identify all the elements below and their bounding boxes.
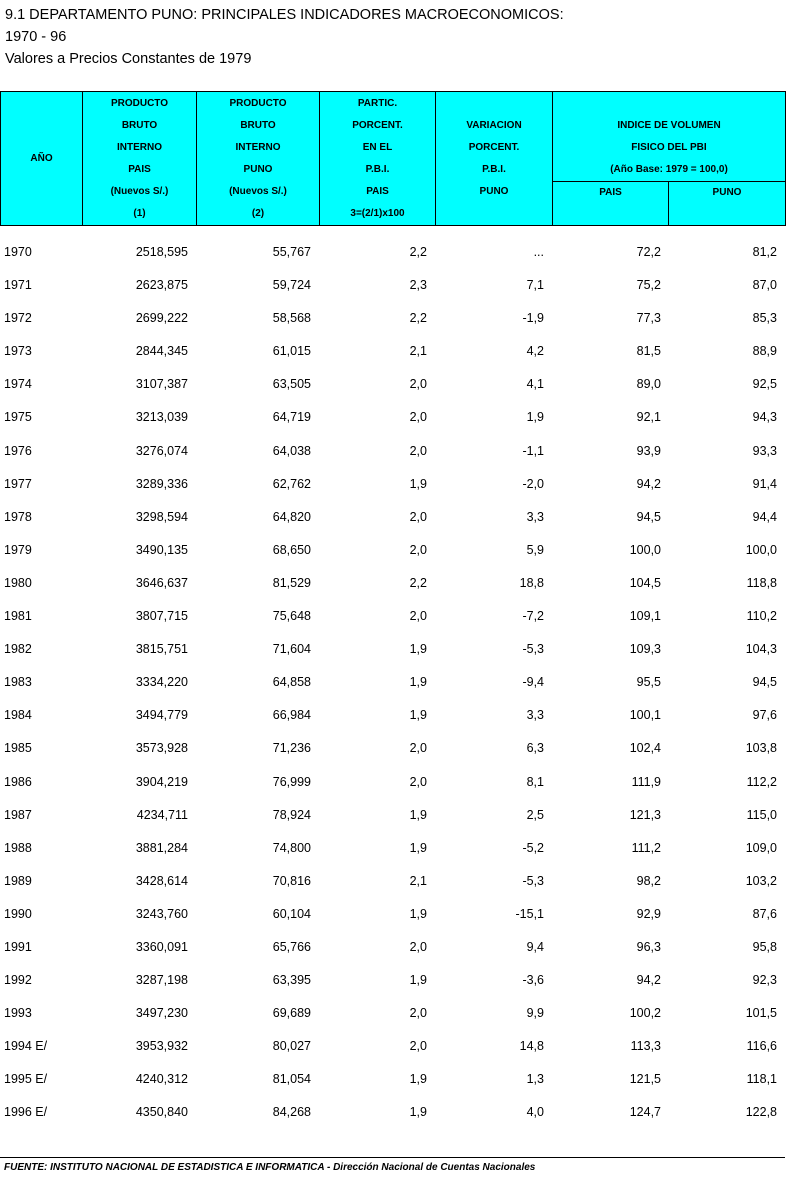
cell-pbi-puno: 74,800 [272,840,311,855]
cell-year: 1973 [4,344,32,359]
cell-variacion: 1,9 [526,410,544,425]
cell-pbi-puno: 69,689 [272,1006,311,1021]
cell-pbi-pais: 3953,932 [135,1039,188,1054]
cell-pbi-pais: 4234,711 [136,807,188,822]
cell-pbi-puno: 84,268 [272,1105,311,1120]
cell-partic: 2,0 [409,1039,427,1054]
cell-year: 1976 [4,443,32,458]
cell-pbi-pais: 3881,284 [135,840,188,855]
cell-indice-pais: 89,0 [636,377,661,392]
header-indice: INDICE DE VOLUMEN FISICO DEL PBI (Año Base: 1979 = 100,0) [553,92,786,182]
cell-variacion: 4,2 [526,344,544,359]
cell-variacion: 6,3 [526,741,544,756]
cell-pbi-pais: 2844,345 [135,344,188,359]
cell-indice-pais: 98,2 [636,873,661,888]
table-row [0,964,785,997]
cell-pbi-pais: 3646,637 [135,575,188,590]
cell-pbi-pais: 3573,928 [135,741,188,756]
table-row [0,832,785,865]
cell-indice-pais: 113,3 [630,1039,661,1054]
table-row [0,997,785,1030]
cell-pbi-pais: 3276,074 [135,443,188,458]
cell-indice-puno: 91,4 [752,476,777,491]
cell-indice-puno: 118,8 [746,575,777,590]
cell-partic: 2,0 [409,939,427,954]
cell-indice-puno: 92,3 [752,973,777,988]
cell-variacion: 9,4 [526,939,544,954]
cell-year: 1981 [4,609,32,624]
cell-indice-pais: 77,3 [636,311,661,326]
cell-indice-puno: 97,6 [752,708,777,723]
cell-pbi-pais: 2518,595 [135,245,188,259]
table-row [0,236,785,269]
cell-partic: 1,9 [409,675,427,690]
cell-pbi-pais: 3428,614 [135,873,188,888]
cell-variacion: -7,2 [522,609,544,624]
cell-year: 1987 [4,807,32,822]
cell-indice-puno: 85,3 [752,311,777,326]
cell-partic: 1,9 [409,973,427,988]
cell-variacion: 1,3 [526,1072,544,1087]
cell-indice-puno: 100,0 [745,542,777,557]
cell-pbi-pais: 3490,135 [135,542,188,557]
cell-year: 1996 E/ [4,1105,48,1120]
cell-year: 1970 [4,245,32,259]
table-row [0,1030,785,1063]
cell-indice-puno: 118,1 [746,1072,777,1087]
cell-pbi-puno: 64,038 [272,443,311,458]
cell-indice-pais: 72,2 [636,245,661,259]
cell-variacion: 14,8 [519,1039,544,1054]
cell-year: 1990 [4,906,32,921]
page-title: 9.1 DEPARTAMENTO PUNO: PRINCIPALES INDICADORES MACROECONOMICOS: [5,7,564,23]
cell-indice-pais: 109,3 [629,642,661,657]
cell-pbi-puno: 65,766 [272,939,311,954]
cell-pbi-puno: 75,648 [272,609,311,624]
cell-indice-pais: 100,1 [629,708,661,723]
cell-partic: 2,0 [409,741,427,756]
cell-variacion: -9,4 [522,675,544,690]
cell-pbi-pais: 2623,875 [135,278,188,293]
cell-year: 1989 [4,873,32,888]
cell-year: 1995 E/ [4,1072,48,1087]
cell-indice-pais: 92,9 [636,906,661,921]
cell-year: 1993 [4,1006,32,1021]
table-row [0,468,785,501]
cell-pbi-pais: 4240,312 [135,1072,188,1087]
cell-pbi-puno: 68,650 [272,542,311,557]
cell-year: 1983 [4,675,32,690]
cell-indice-puno: 92,5 [752,377,777,392]
cell-partic: 1,9 [409,840,427,855]
cell-pbi-puno: 63,505 [272,377,311,392]
cell-indice-puno: 112,2 [746,774,777,789]
cell-year: 1994 E/ [4,1039,48,1054]
cell-indice-pais: 96,3 [636,939,661,954]
cell-indice-puno: 104,3 [745,642,777,657]
cell-year: 1992 [4,973,32,988]
cell-indice-pais: 111,9 [631,774,661,789]
cell-indice-pais: 100,0 [629,542,661,557]
cell-partic: 2,2 [409,245,427,259]
cell-variacion: -5,2 [522,840,544,855]
cell-pbi-pais: 3213,039 [135,410,188,425]
cell-variacion: -3,6 [522,973,544,988]
cell-partic: 2,3 [409,278,427,293]
table-row [0,567,785,600]
cell-indice-puno: 87,6 [752,906,777,921]
cell-indice-pais: 95,5 [636,675,661,690]
cell-variacion: 2,5 [526,807,544,822]
table-header [0,91,786,226]
cell-pbi-puno: 60,104 [272,906,311,921]
cell-indice-puno: 87,0 [752,278,777,293]
cell-partic: 2,0 [409,1006,427,1021]
cell-pbi-puno: 80,027 [272,1039,311,1054]
cell-indice-pais: 100,2 [629,1006,661,1021]
cell-variacion: 18,8 [519,575,544,590]
table-row [0,401,785,434]
cell-indice-pais: 104,5 [629,575,661,590]
cell-pbi-pais: 3243,760 [135,906,188,921]
cell-pbi-pais: 3289,336 [135,476,188,491]
cell-pbi-pais: 3815,751 [135,642,188,657]
cell-indice-pais: 75,2 [636,278,661,293]
cell-indice-puno: 122,8 [745,1105,777,1120]
cell-variacion: 4,1 [526,377,544,392]
cell-indice-puno: 103,8 [745,741,777,756]
cell-pbi-pais: 3497,230 [135,1006,188,1021]
cell-indice-pais: 121,5 [629,1072,661,1087]
cell-variacion: -2,0 [522,476,544,491]
cell-pbi-puno: 66,984 [272,708,311,723]
header-pbi-puno: PRODUCTO BRUTO INTERNO PUNO (Nuevos S/.) (2) [197,92,320,226]
cell-partic: 2,2 [409,575,427,590]
cell-year: 1972 [4,311,32,326]
cell-partic: 1,9 [409,807,427,822]
cell-pbi-puno: 81,054 [272,1072,311,1087]
table-row [0,269,785,302]
cell-year: 1991 [4,939,32,954]
table-row [0,534,785,567]
cell-year: 1980 [4,575,32,590]
table-row [0,931,785,964]
cell-indice-puno: 94,4 [752,509,777,524]
header-partic: PARTIC. PORCENT. EN EL P.B.I. PAIS 3=(2/1)x100 [320,92,436,226]
cell-pbi-puno: 78,924 [272,807,311,822]
cell-partic: 1,9 [409,476,427,491]
table-row [0,699,785,732]
table-row [0,766,785,799]
cell-year: 1984 [4,708,32,723]
cell-pbi-pais: 3807,715 [135,609,188,624]
cell-pbi-puno: 71,604 [272,642,311,657]
cell-pbi-puno: 76,999 [272,774,311,789]
cell-partic: 1,9 [409,906,427,921]
cell-indice-pais: 94,2 [636,973,661,988]
cell-indice-puno: 93,3 [752,443,777,458]
table-row [0,302,785,335]
cell-pbi-pais: 3287,198 [135,973,188,988]
header-variacion: VARIACION PORCENT. P.B.I. PUNO [436,92,553,226]
cell-indice-puno: 116,6 [746,1039,777,1054]
cell-partic: 1,9 [409,1072,427,1087]
cell-pbi-pais: 2699,222 [135,311,188,326]
cell-partic: 2,0 [409,410,427,425]
cell-variacion: -1,1 [522,443,544,458]
table-row [0,666,785,699]
cell-indice-puno: 110,2 [746,609,777,624]
cell-indice-pais: 94,5 [636,509,661,524]
cell-variacion: -15,1 [515,906,544,921]
cell-year: 1982 [4,642,32,657]
table-row [0,633,785,666]
title-block [5,4,564,70]
cell-pbi-puno: 64,820 [272,509,311,524]
cell-indice-puno: 95,8 [752,939,777,954]
table-row [0,865,785,898]
cell-indice-puno: 115,0 [746,807,777,822]
cell-year: 1985 [4,741,32,756]
cell-pbi-puno: 61,015 [272,344,311,359]
cell-pbi-puno: 63,395 [272,973,311,988]
cell-pbi-pais: 3360,091 [135,939,188,954]
table-row [0,335,785,368]
cell-year: 1975 [4,410,32,425]
cell-indice-pais: 121,3 [629,807,661,822]
cell-variacion: 5,9 [526,542,544,557]
cell-pbi-pais: 3334,220 [135,675,188,690]
cell-indice-puno: 94,3 [752,410,777,425]
cell-pbi-pais: 3107,387 [135,377,188,392]
cell-indice-pais: 111,2 [631,840,661,855]
table-row [0,799,785,832]
cell-pbi-pais: 3298,594 [135,509,188,524]
cell-year: 1971 [4,278,32,293]
cell-year: 1986 [4,774,32,789]
table-row [0,600,785,633]
cell-variacion: -5,3 [522,873,544,888]
cell-indice-pais: 92,1 [636,410,661,425]
cell-year: 1988 [4,840,32,855]
table-row [0,732,785,765]
cell-indice-pais: 81,5 [636,344,661,359]
cell-year: 1978 [4,509,32,524]
table-row [0,501,785,534]
cell-indice-puno: 88,9 [752,344,777,359]
table-body [0,236,785,1130]
page-subtitle: Valores a Precios Constantes de 1979 [5,51,252,67]
cell-variacion: 4,0 [526,1105,544,1120]
cell-variacion: 3,3 [526,509,544,524]
cell-year: 1974 [4,377,32,392]
header-pbi-pais: PRODUCTO BRUTO INTERNO PAIS (Nuevos S/.) (1) [83,92,197,226]
cell-variacion: -5,3 [522,642,544,657]
cell-indice-puno: 81,2 [752,245,777,259]
source-footnote: FUENTE: INSTITUTO NACIONAL DE ESTADISTICA E INFORMATICA - Dirección Nacional de Cuentas Nacionales [4,1162,536,1173]
table-row [0,435,785,468]
cell-indice-puno: 109,0 [745,840,777,855]
header-year: AÑO [1,92,83,226]
cell-variacion: 3,3 [526,708,544,723]
cell-indice-pais: 124,7 [629,1105,661,1120]
cell-variacion: 7,1 [526,278,544,293]
cell-partic: 2,0 [409,609,427,624]
cell-indice-puno: 101,5 [745,1006,777,1021]
header-indice-puno: PUNO [669,182,786,226]
cell-indice-puno: 103,2 [745,873,777,888]
cell-pbi-puno: 59,724 [272,278,311,293]
cell-partic: 1,9 [409,1105,427,1120]
cell-partic: 2,0 [409,774,427,789]
cell-partic: 2,1 [409,344,427,359]
cell-partic: 1,9 [409,708,427,723]
cell-year: 1977 [4,476,32,491]
cell-partic: 2,1 [409,873,427,888]
cell-pbi-pais: 3904,219 [135,774,188,789]
cell-pbi-puno: 62,762 [272,476,311,491]
cell-pbi-pais: 3494,779 [135,708,188,723]
cell-pbi-pais: 4350,840 [135,1105,188,1120]
cell-indice-puno: 94,5 [752,675,777,690]
header-indice-pais: PAIS [553,182,669,226]
cell-pbi-puno: 64,858 [272,675,311,690]
cell-variacion: 9,9 [526,1006,544,1021]
cell-variacion: 8,1 [526,774,544,789]
cell-indice-pais: 102,4 [629,741,661,756]
cell-partic: 2,0 [409,443,427,458]
cell-pbi-puno: 64,719 [272,410,311,425]
cell-pbi-puno: 55,767 [272,245,311,259]
cell-pbi-puno: 70,816 [272,873,311,888]
cell-pbi-puno: 58,568 [272,311,311,326]
cell-partic: 2,0 [409,542,427,557]
cell-variacion: -1,9 [522,311,544,326]
cell-pbi-puno: 81,529 [272,575,311,590]
cell-pbi-puno: 71,236 [272,741,311,756]
cell-year: 1979 [4,542,32,557]
cell-partic: 1,9 [409,642,427,657]
cell-variacion: ... [533,245,544,259]
table-row [0,1096,785,1129]
cell-partic: 2,0 [409,509,427,524]
table-row [0,898,785,931]
cell-partic: 2,2 [409,311,427,326]
table-row [0,368,785,401]
page-period: 1970 - 96 [5,29,67,45]
table-row [0,1063,785,1096]
cell-indice-pais: 93,9 [636,443,661,458]
cell-indice-pais: 94,2 [636,476,661,491]
cell-indice-pais: 109,1 [629,609,661,624]
footer-divider [0,1157,785,1158]
cell-partic: 2,0 [409,377,427,392]
